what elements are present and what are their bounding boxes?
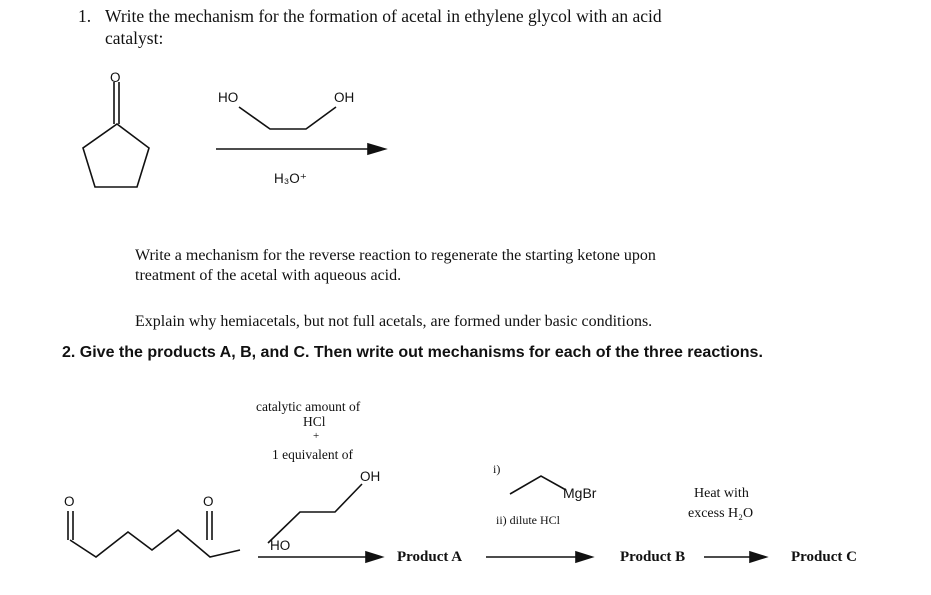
diketone-structure [68,511,240,557]
reaction-arrow-c [704,552,766,562]
cyclopentanone-structure [83,82,149,187]
product-c-label: Product C [791,549,857,565]
catalyst-label: H₃O⁺ [274,171,307,186]
question-2-text: 2. Give the products A, B, and C. Then write out mechanisms for each of the three reactions. [62,344,763,361]
propanediol-oh-label: OH [360,469,381,484]
reaction-arrow-a [258,552,382,562]
heat-with-label: Heat with [694,486,749,501]
condition-plus: + [313,430,320,442]
diketone-oxygen-2: O [203,494,214,509]
condition-catalytic-amount: catalytic amount of [256,399,361,414]
product-a-label: Product A [397,549,463,565]
reverse-reaction-line-1: Write a mechanism for the reverse reaction to regenerate the starting ketone upon [135,247,656,264]
question-1-line-1: Write the mechanism for the formation of acetal in ethylene glycol with an acid [105,6,662,26]
ethylene-glycol-structure [239,107,336,129]
ethylene-glycol-oh-label: OH [334,90,355,105]
condition-hcl: HCl [303,414,326,429]
ethylene-glycol-ho-label: HO [218,90,239,105]
grignard-mgbr-label: MgBr [563,485,597,501]
reverse-reaction-line-2: treatment of the acetal with aqueous acid. [135,267,402,284]
excess-water-label: excess H₂O [688,506,754,521]
propanediol-structure [268,484,362,543]
grignard-structure [510,476,566,494]
condition-one-equivalent: 1 equivalent of [272,447,353,462]
question-1-line-2: catalyst: [105,28,164,48]
reaction-arrow-1 [216,144,385,154]
diketone-oxygen-1: O [64,494,75,509]
propanediol-ho-label: HO [270,538,291,553]
step-ii-label: ii) dilute HCl [496,513,560,527]
ketone-oxygen-label: O [110,70,121,85]
step-i-label: i) [493,462,501,476]
explain-hemiacetal-text: Explain why hemiacetals, but not full acetals, are formed under basic conditions. [135,313,653,330]
question-1-number: 1. [78,6,92,26]
product-b-label: Product B [620,549,686,565]
reaction-arrow-b [486,552,592,562]
